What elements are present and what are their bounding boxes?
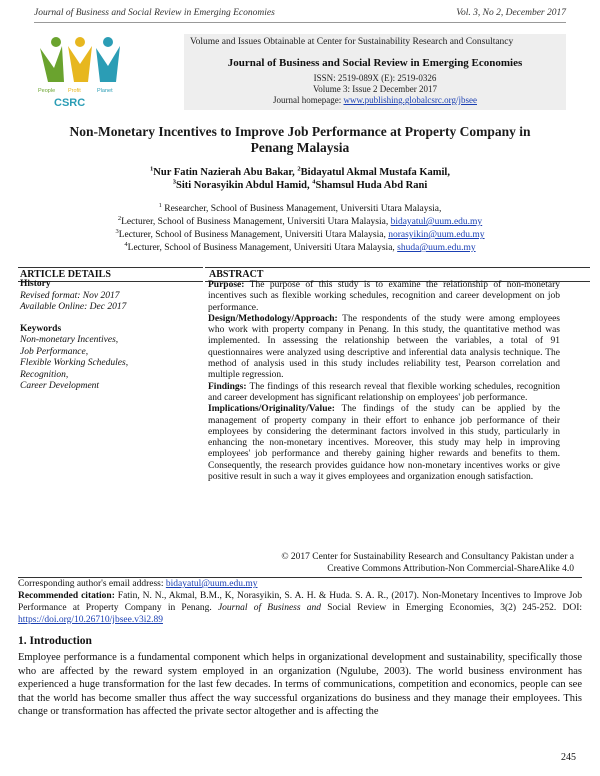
affiliation-sup: 1 (158, 201, 162, 209)
license-line: Creative Commons Attribution-Non Commercial-ShareAlike 4.0 (327, 564, 574, 574)
abstract-findings (208, 382, 560, 405)
author-list (60, 166, 540, 192)
corresponding-email[interactable]: bidayatul@uum.edu.my (165, 579, 258, 589)
abstract-body (208, 280, 560, 483)
keyword: Career Development (20, 381, 100, 391)
logo-brand: CSRC (54, 97, 86, 109)
doi-link[interactable]: https://doi.org/10.26710/jbsee.v3i2.89 (18, 615, 163, 625)
copyright-notice (208, 551, 574, 575)
implications-text: The findings of the study can be applied by the management of property company in their effort to enhance job performance of their employees by considering the determinant factors involved in this study, particularly in enhancing the non-monetary incentives. Moreover, this study may help in improving employees' job performance and thereby gaining higher rewards and benefits to them. Consequently, the research provides guidance how non-monetary incentives works or give positive result in such a way it gives employees and organization enough satisfaction. (208, 404, 560, 483)
citation-label: Recommended citation: (18, 591, 115, 601)
design-label: Design/Methodology/Approach: (208, 313, 338, 324)
keyword: Flexible Working Schedules, (20, 358, 129, 368)
author-line-1 (60, 166, 540, 179)
abstract-heading: ABSTRACT (205, 267, 590, 282)
design-text: The respondents of the study were among employees who work with property company in Penang. In this study, the quantitative method was implemented. In assessing the relationship between the variables, a total of 91 questionnaires were analyzed using descriptive and inferential data analysis technique. The method of analysis used in this study includes reliability test, Pearson correlation and multiple regression. (208, 313, 560, 381)
author-name: Shamsul Huda Abd Rani (315, 180, 428, 191)
findings-label: Findings: (208, 381, 247, 392)
running-header-journal: Journal of Business and Social Review in Emerging Economies (34, 8, 275, 18)
affiliation-item (60, 216, 540, 229)
logo-word-profit: Profit (68, 88, 81, 94)
paper-title: Non-Monetary Incentives to Improve Job Performance at Property Company in Penang Malaysia (69, 124, 531, 155)
homepage-label: Journal homepage: (273, 95, 342, 105)
author-name: Siti Norasyikin Abdul Hamid, (175, 180, 313, 191)
logo-word-people: People (38, 88, 56, 94)
profit-head (75, 37, 85, 47)
spacer (20, 314, 201, 324)
introduction-text: Employee performance is a fundamental component which helps in organizational development and sustainability, specifically those who are affected by the reward system employed in an organization (Ngulube, 2003). The world business environment has experienced a huge transformation for the last few decades. In terms of communications, competition and economics, people can see that the world has become smaller thus affect the way successful organizations do business and they manage their employees. This change or transformation has affected the private sector altogether and is affecting the (18, 652, 582, 718)
author-sup: 1 (150, 165, 154, 173)
keyword: Job Performance, (20, 346, 89, 357)
planet-head (103, 37, 113, 47)
introduction-heading: 1. Introduction (18, 635, 92, 647)
abstract-design (208, 314, 560, 382)
affiliation-sup: 4 (124, 240, 128, 248)
corresponding-label: Corresponding author's email address: (18, 579, 166, 589)
author-name: Nur Fatin Nazierah Abu Bakar, (153, 167, 298, 178)
affiliation-text: Lecturer, School of Business Management, Universiti Utara Malaysia, (118, 230, 389, 240)
journal-title: Journal of Business and Social Review in Emerging Economies (227, 57, 523, 69)
keyword: Recognition, (20, 369, 69, 380)
people-figure (40, 46, 64, 82)
homepage-line (184, 95, 566, 105)
article-details-heading: ARTICLE DETAILS (18, 267, 203, 282)
keywords-label: Keywords (20, 323, 62, 334)
affiliation-list (60, 203, 540, 255)
affiliation-email[interactable]: shuda@uum.edu.my (397, 243, 476, 253)
available-date: Available Online: Dec 2017 (20, 302, 127, 312)
author-sup: 3 (172, 178, 176, 186)
affiliation-item (60, 203, 540, 216)
csrc-logo-graphic (34, 34, 180, 110)
purpose-label: Purpose: (208, 280, 245, 290)
abstract-purpose (208, 280, 560, 314)
planet-figure (96, 46, 120, 82)
article-details (18, 279, 201, 393)
journal-info-box (184, 34, 566, 110)
volume-issue-line: Volume 3: Issue 2 December 2017 (312, 84, 438, 94)
affiliation-sup: 3 (115, 227, 119, 235)
affiliation-text: Researcher, School of Business Management, Universiti Utara Malaysia, (161, 204, 442, 214)
recommended-citation (18, 590, 582, 626)
affiliation-email[interactable]: bidayatul@uum.edu.my (390, 217, 483, 227)
corresponding-author (18, 578, 582, 590)
page-number: 245 (561, 752, 576, 763)
issn-line: ISSN: 2519-089X (E): 2519-0326 (313, 73, 437, 83)
keyword: Non-monetary Incentives, (20, 335, 119, 345)
revised-date: Revised format: Nov 2017 (20, 290, 120, 301)
people-head (51, 37, 61, 47)
copyright-line: © 2017 Center for Sustainability Research and Consultancy Pakistan under a (281, 552, 574, 562)
homepage-link[interactable]: www.publishing.globalcsrc.org/jbsee (343, 95, 477, 105)
affiliation-text: Lecturer, School of Business Management, Universiti Utara Malaysia, (121, 217, 391, 227)
affiliation-text: Lecturer, School of Business Management, Universiti Utara Malaysia, (127, 243, 398, 253)
affiliation-item (60, 242, 540, 255)
logo-word-planet: Planet (97, 88, 113, 94)
csrc-logo (34, 34, 180, 110)
obtainable-line: Volume and Issues Obtainable at Center for Sustainability Research and Consultancy (190, 37, 514, 47)
purpose-text: The purpose of this study is to examine the relationship of non-monetary incentives such as flexible working schedules, recognition and career development on job performance. (208, 280, 560, 313)
running-header-volume: Vol. 3, No 2, December 2017 (456, 8, 566, 18)
author-sup: 2 (297, 165, 301, 173)
profit-figure (68, 46, 92, 82)
author-line-2 (60, 179, 540, 192)
citation-text: Social Review in Emerging Economies, 3(2) 245-252. DOI: (321, 603, 583, 613)
history-label: History (20, 279, 51, 289)
citation-text: Fatin, N. N., Akmal, B.M., K, Norasyikin, S. A. H. & Huda. S. A. R., (2017). Non-Monetary Incentives to Improve Job Performance at Property Company in Penang. (18, 591, 582, 613)
author-name: Bidayatul Akmal Mustafa Kamil, (300, 167, 450, 178)
abstract-implications (208, 404, 560, 483)
affiliation-email[interactable]: norasyikin@uum.edu.my (388, 230, 485, 240)
affiliation-sup: 2 (117, 214, 122, 222)
citation-journal: Journal of Business and (217, 603, 322, 613)
findings-text: The findings of this research reveal that flexible working schedules, recognition and career development has significant relationship on employees' job performance. (208, 381, 560, 403)
affiliation-item (60, 229, 540, 242)
author-sup: 4 (312, 178, 316, 186)
header-rule (34, 22, 566, 23)
implications-label: Implications/Originality/Value: (208, 404, 335, 415)
